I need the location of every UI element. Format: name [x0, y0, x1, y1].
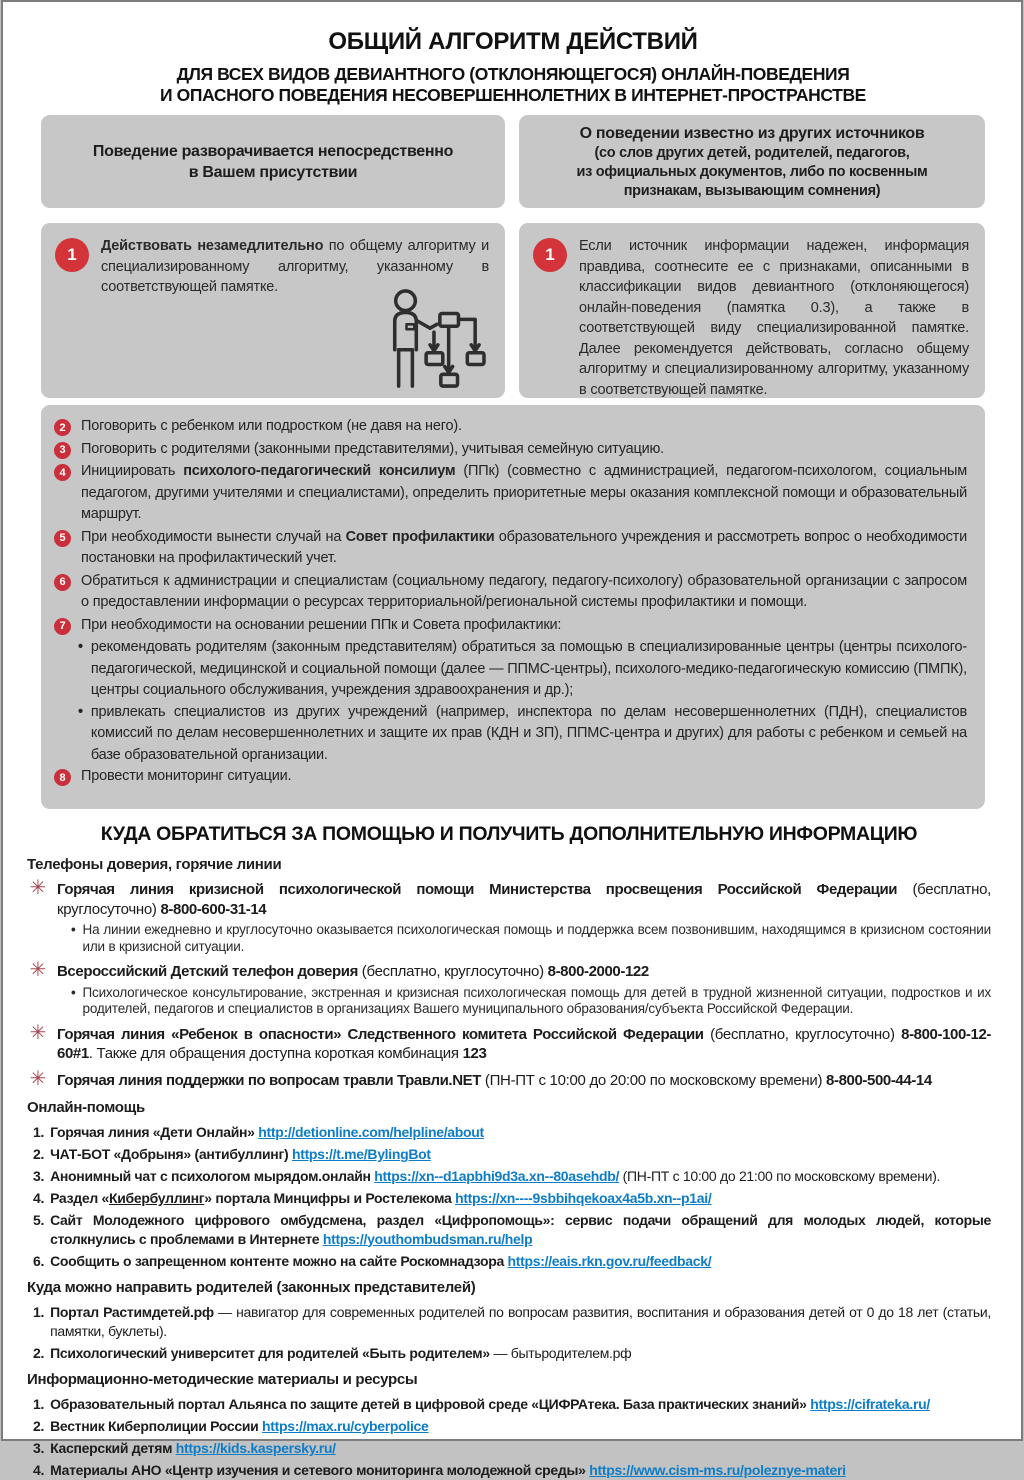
phone-number: 8-800-500-44-14: [826, 1071, 932, 1089]
step-8-number-badge: 8: [54, 769, 71, 786]
step-7-number-badge: 7: [54, 618, 71, 635]
step-5-number-badge: 5: [54, 530, 71, 547]
scenario-right-header-line3: из официальных документов, либо по косвенным: [576, 163, 928, 180]
step1-left-box: [41, 223, 505, 398]
list-item: 6. Сообщить о запрещенном контенте можно на сайте Роскомнадзора https://eais.rkn.gov.ru/feedback/: [33, 1252, 712, 1269]
list-item: 3. Касперский детям https://kids.kaspersky.ru/: [33, 1440, 336, 1456]
list-item: 2. Психологический университет для родителей «Быть родителем» — бытьродителем.рф: [33, 1344, 632, 1361]
algorithm-steps-box: [41, 405, 985, 809]
step1-left-number-badge: 1: [55, 238, 89, 272]
cifrateka-link[interactable]: https://cifrateka.ru/: [810, 1396, 930, 1412]
list-item: 5. Сайт Молодежного цифрового омбудсмена, раздел «Цифропомощь»: сервис подачи обращений для молодых людей, которые столкнулись с проблемами в Интернете https://youthombudsman.ru/help: [33, 1212, 991, 1247]
kiberbulling-link[interactable]: https://xn----9sbbihqekoax4a5b.xn--p1ai/: [455, 1190, 712, 1206]
step-7-bullet-2: • привлекать специалистов из других учреждений (например, инспектора по делам несовершеннолетних (ПДН), специалистов комиссий по делам несовершеннолетних и защите их прав (КДН и ЗП), ППМС-центра и других) для работы с ребенком и семьей на базе образовательной организации.: [78, 703, 967, 763]
list-item: 1. Портал Растимдетей.рф — навигатор для современных родителей по вопросам развития, воспитания и образования детей от 0 до 18 лет (статьи, памятки, буклеты).: [33, 1304, 991, 1339]
star-icon: ✳: [29, 877, 47, 899]
list-item: 3. Анонимный чат с психологом мырядом.онлайн https://xn--d1apbhi9d3a.xn--80asehdb/ (ПН-ПТ с 10:00 до 21:00 по московскому времени).: [33, 1168, 941, 1184]
step-4: 4 Инициировать психолого-педагогический консилиум (ППк) (совместно с администрацией, педагогом-психологом, социальным педагогом, другими учителями и специалистами), определить приоритетные меры оказания комплексной помощи и образовательный маршрут.: [54, 461, 967, 526]
page-subtitle-line2: И ОПАСНОГО ПОВЕДЕНИЯ НЕСОВЕРШЕННОЛЕТНИХ В ИНТЕРНЕТ-ПРОСТРАНСТВЕ: [160, 85, 866, 105]
youthombudsman-link[interactable]: https://youthombudsman.ru/help: [322, 1230, 533, 1247]
materials-subheading: Информационно-методические материалы и ресурсы: [27, 1371, 418, 1388]
scenario-left-header-line2: в Вашем присутствии: [188, 163, 358, 181]
page-title: ОБЩИЙ АЛГОРИТМ ДЕЙСТВИЙ: [328, 28, 698, 55]
page-subtitle-line1: ДЛЯ ВСЕХ ВИДОВ ДЕВИАНТНОГО (ОТКЛОНЯЮЩЕГОСЯ) ОНЛАЙН-ПОВЕДЕНИЯ: [176, 64, 850, 84]
star-icon: ✳: [29, 1067, 47, 1090]
step-3: 3 Поговорить с родителями (законными представителями), учитывая семейную ситуацию.: [54, 439, 967, 461]
person-flowchart-icon: [373, 288, 491, 390]
list-item: 2. Вестник Киберполиции России https://max.ru/cyberpolice: [33, 1418, 429, 1434]
list-item: 2. ЧАТ-БОТ «Добрыня» (антибуллинг) https://t.me/BylingBot: [33, 1146, 431, 1162]
step1-right-box: [519, 223, 985, 398]
phone-number: 8-800-2000-122: [547, 963, 649, 980]
scenario-left-header-line1: Поведение разворачивается непосредственно: [92, 142, 454, 160]
myryadom-link[interactable]: https://xn--d1apbhi9d3a.xn--80asehdb/: [374, 1168, 620, 1184]
hotline-rebenok-v-opasnosti: ✳ Горячая линия «Ребенок в опасности» Следственного комитета Российской Федерации (бесплатно, круглосуточно) 8-800-100-12-60#1. Также для обращения доступна короткая комбинация 123: [27, 1025, 991, 1064]
list-item: 4. Материалы АНО «Центр изучения и сетевого мониторинга молодежной среды» https://www.cism-ms.ru/poleznye-materi: [33, 1462, 846, 1478]
cism-link[interactable]: https://www.cism-ms.ru/poleznye-materi: [589, 1462, 846, 1478]
scenario-right-header-line4: признакам, вызывающим сомнения): [623, 182, 881, 199]
list-item: 1. Образовательный портал Альянса по защите детей в цифровой среде «ЦИФРАтека. База практических знаний» https://cifrateka.ru/: [33, 1396, 930, 1412]
scenario-left-header-box: [41, 115, 505, 208]
hotline-travli-net: ✳ Горячая линия поддержки по вопросам травли Травли.NET (ПН-ПТ с 10:00 до 20:00 по московскому времени) 8-800-500-44-14: [27, 1071, 991, 1091]
step-8: 8 Провести мониторинг ситуации.: [54, 766, 967, 788]
step-6-number-badge: 6: [54, 574, 71, 591]
roskomnadzor-link[interactable]: https://eais.rkn.gov.ru/feedback/: [507, 1252, 712, 1269]
step-7: 7 При необходимости на основании решении ППк и Совета профилактики:: [54, 615, 967, 637]
step-7-bullet-1: • рекомендовать родителям (законным представителям) обратиться за помощью в специализированные центры (центры психолого-педагогической, медицинской и социальной помощи (далее — ППМС-центры), психолого-медико-педагогическую комиссию (ПМПК), центры социального обслуживания, учреждения здравоохранения и др.);: [78, 639, 967, 698]
online-help-subheading: Онлайн-помощь: [27, 1099, 145, 1116]
step1-right-text: Если источник информации надежен, информация правдива, соотнесите ее с признаками, описанными в классификации видов девиантного (отклоняющегося) онлайн-поведения (памятка 0.3), а также в соответствующей виду специализированной памятке. Далее рекомендуется действовать, согласно общему алгоритму и специализированному алгоритму, указанному в соответствующей памятке.: [579, 238, 969, 398]
step-5: 5 При необходимости вынести случай на Совет профилактики образовательного учреждения и рассмотреть вопрос о необходимости постановки на профилактический учет.: [54, 527, 967, 570]
star-icon: ✳: [29, 959, 47, 981]
star-icon: ✳: [29, 1021, 47, 1044]
list-item: 1. Горячая линия «Дети Онлайн» http://detionline.com/helpline/about: [33, 1124, 484, 1140]
document-page: [1, 0, 1023, 1478]
help-section-heading: КУДА ОБРАТИТЬСЯ ЗА ПОМОЩЬЮ И ПОЛУЧИТЬ ДОПОЛНИТЕЛЬНУЮ ИНФОРМАЦИЮ: [100, 823, 918, 845]
hotline-detskiy-telefon: ✳ Всероссийский Детский телефон доверия (бесплатно, круглосуточно) 8-800-2000-122 • Психологическое консультирование, экстренная и кризисная психологическая помощь для детей в трудной жизненной ситуации, подростков и их родителей, педагогов и специалистов в организациях Вашего муниципального образования/субъекта Российской Федерации.: [27, 962, 991, 1018]
step-4-number-badge: 4: [54, 464, 71, 481]
step-2-number-badge: 2: [54, 419, 71, 436]
scenario-right-header-box: [519, 115, 985, 208]
scenario-right-header-line1: О поведении известно из других источников: [579, 124, 925, 142]
parents-subheading: Куда можно направить родителей (законных представителей): [27, 1279, 476, 1296]
step-6: 6 Обратиться к администрации и специалистам (социальному педагогу, педагогу-психологу) образовательной организации с запросом о предоставлении информации о ресурсах территориальной/региональной системы профилактики и помощи.: [54, 571, 967, 614]
step1-left-text: Действовать незамедлительно по общему алгоритму и специализированному алгоритму, указанному в соответствующей памятке.: [101, 238, 489, 295]
kaspersky-kids-link[interactable]: https://kids.kaspersky.ru/: [175, 1440, 336, 1456]
list-item: 4. Раздел «Кибербуллинг» портала Минцифры и Ростелекома https://xn----9sbbihqekoax4a5b.xn--p1ai/: [33, 1190, 712, 1206]
phone-number: 8-800-600-31-14: [160, 900, 267, 918]
step1-right-number-badge: 1: [533, 238, 567, 272]
scenario-right-header-line2: (со слов других детей, родителей, педагогов,: [594, 144, 910, 161]
online-help-list: [33, 1123, 991, 1270]
dobrynya-bot-link[interactable]: https://t.me/BylingBot: [291, 1146, 431, 1162]
phone-number: 8-800-100-12-60#1: [57, 1025, 991, 1062]
hotline-minpros: ✳ Горячая линия кризисной психологической помощи Министерства просвещения Российской Федерации (бесплатно, круглосуточно) 8-800-600-31-14 • На линии ежедневно и круглосуточно оказывается психологическая помощь и поддержка всем позвонившим, находящимся в кризисном состоянии или в кризисной ситуации.: [27, 880, 991, 955]
materials-list: [33, 1395, 991, 1480]
step-2: 2 Поговорить с ребенком или подростком (не давя на него).: [54, 416, 967, 438]
deti-online-link[interactable]: http://detionline.com/helpline/about: [258, 1124, 484, 1140]
cyberpolice-link[interactable]: https://max.ru/cyberpolice: [262, 1418, 429, 1434]
hotlines-subheading: Телефоны доверия, горячие линии: [27, 856, 282, 873]
step-3-number-badge: 3: [54, 442, 71, 459]
parents-list: [33, 1303, 991, 1362]
